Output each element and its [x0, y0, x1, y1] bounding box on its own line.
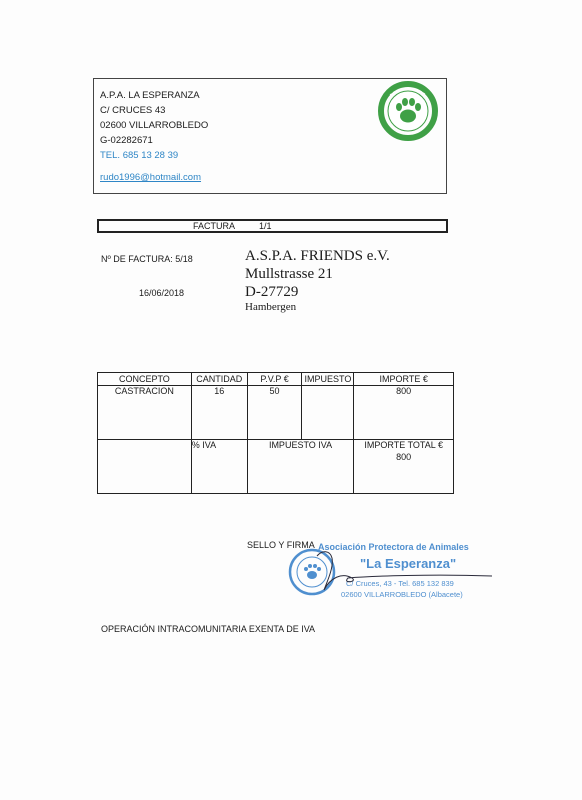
invoice-table [97, 372, 454, 494]
issuer-city: 02600 VILLARROBLEDO [100, 120, 209, 131]
issuer-tax-id: G-02282671 [100, 135, 153, 146]
importe-total-label: IMPORTE TOTAL € [364, 440, 443, 450]
issuer-header-box [93, 78, 447, 194]
issuer-email-link[interactable]: rudo1996@hotmail.com [100, 172, 202, 183]
factura-bar [97, 219, 448, 233]
cell-iva-percent: % IVA [191, 440, 247, 494]
stamp-city: 02600 VILLARROBLEDO (Albacete) [341, 590, 463, 599]
cell-impuesto [302, 386, 354, 440]
cell-empty [98, 440, 192, 494]
issuer-name: A.P.A. LA ESPERANZA [100, 90, 200, 101]
col-header-impuesto: IMPUESTO [302, 373, 354, 386]
cell-pvp: 50 [247, 386, 302, 440]
recipient-street: Mullstrasse 21 [245, 266, 333, 282]
cell-cantidad: 16 [191, 386, 247, 440]
handwritten-signature [312, 548, 497, 598]
recipient-city: Hambergen [245, 301, 297, 313]
cell-importe-total [354, 440, 454, 494]
col-header-pvp: P.V.P € [247, 373, 302, 386]
issuer-address: C/ CRUCES 43 [100, 105, 166, 116]
factura-label: FACTURA [193, 221, 236, 231]
footer-exemption-note: OPERACIÓN INTRACOMUNITARIA EXENTA DE IVA [101, 624, 316, 634]
col-header-concepto: CONCEPTO [98, 373, 192, 386]
stamp-org: Asociación Protectora de Animales [318, 542, 469, 552]
stamp-address: C/ Cruces, 43 - Tel. 685 132 839 [346, 579, 454, 588]
recipient-postal: D-27729 [245, 284, 299, 300]
stamp-name: "La Esperanza" [360, 556, 457, 571]
issuer-phone: TEL. 685 13 28 39 [100, 150, 179, 161]
recipient-name: A.S.P.A. FRIENDS e.V. [245, 248, 390, 264]
la-esperanza-logo [378, 81, 438, 141]
invoice-date: 16/06/2018 [139, 288, 185, 298]
factura-page: 1/1 [259, 221, 272, 231]
table-row [98, 386, 454, 440]
col-header-importe: IMPORTE € [354, 373, 454, 386]
cell-importe: 800 [354, 386, 454, 440]
invoice-number: Nº DE FACTURA: 5/18 [101, 254, 193, 264]
totals-row [98, 440, 454, 494]
col-header-cantidad: CANTIDAD [191, 373, 247, 386]
cell-concepto: CASTRACION [98, 386, 192, 440]
sello-firma-label: SELLO Y FIRMA [247, 540, 315, 550]
cell-impuesto-iva: IMPUESTO IVA [247, 440, 354, 494]
importe-total-value: 800 [396, 452, 412, 462]
table-header-row [98, 373, 454, 386]
